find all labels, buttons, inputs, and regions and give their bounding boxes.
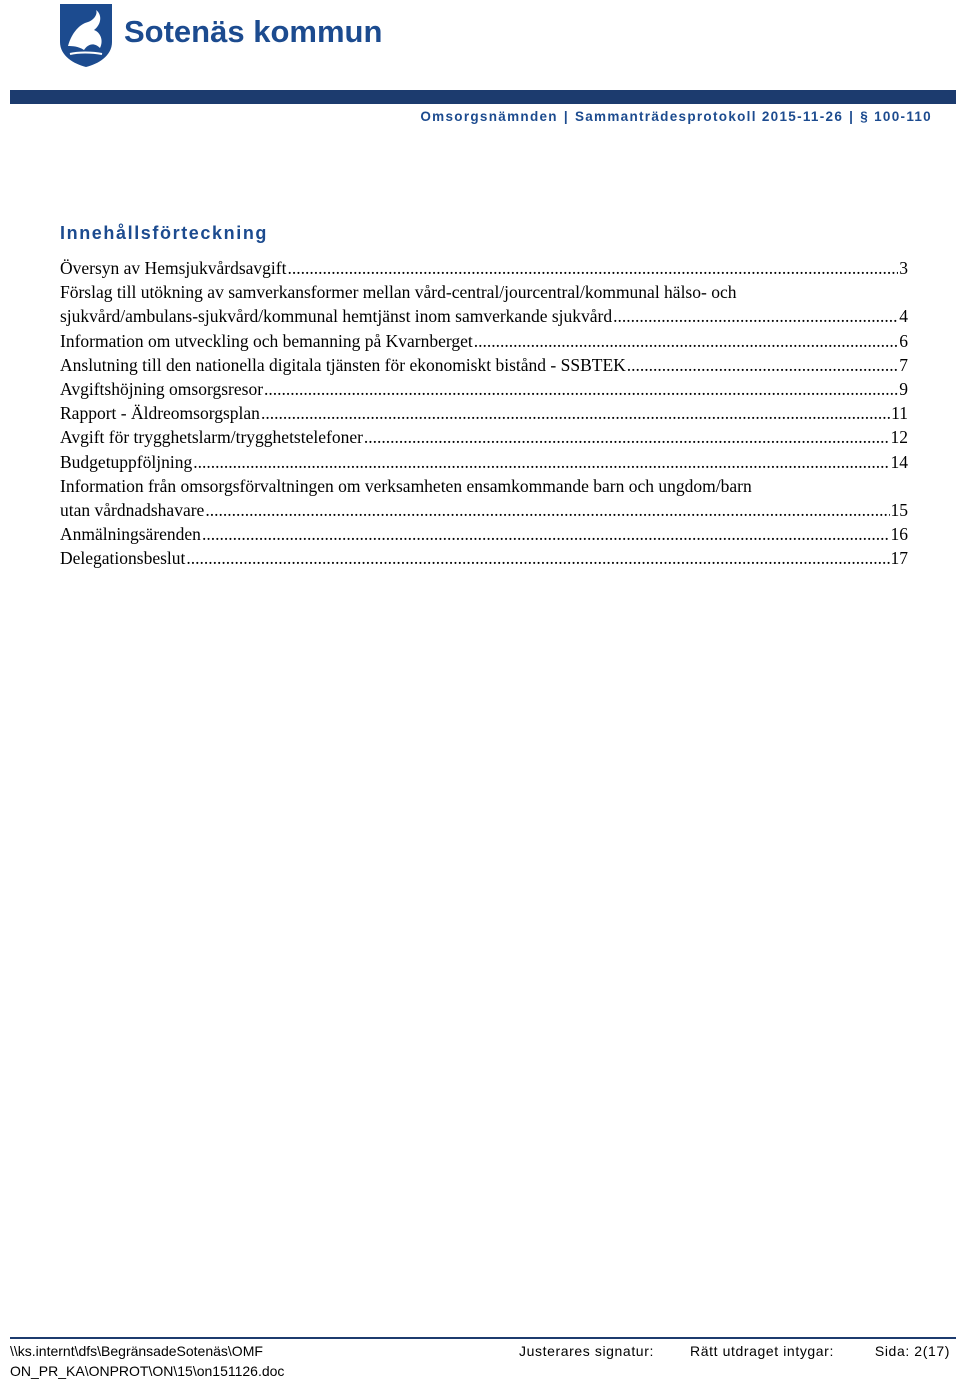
toc-entry[interactable] xyxy=(60,256,908,280)
toc-page-number: 14 xyxy=(890,451,908,472)
toc-page-number: 7 xyxy=(899,354,908,375)
file-path xyxy=(10,1341,284,1381)
toc-entry-title: Budgetuppföljning xyxy=(60,451,193,472)
toc-page-number: 17 xyxy=(890,548,908,569)
logo-text: Sotenäs kommun xyxy=(124,14,383,49)
footer-rule xyxy=(10,1337,956,1339)
toc-page-number: 12 xyxy=(890,427,908,448)
toc-entry-title: Information om utveckling och bemanning på Kvarnberget xyxy=(60,330,473,351)
page-number: Sida: 2(17) xyxy=(874,1343,950,1359)
toc-entry[interactable] xyxy=(60,401,908,425)
header-bar xyxy=(10,90,956,104)
municipality-shield-icon xyxy=(58,2,114,68)
dot-leader xyxy=(364,425,890,449)
toc-entry-title: Anslutning till den nationella digitala tjänsten för ekonomiskt bistånd - SSBTEK xyxy=(60,354,626,375)
toc-entry-title: Förslag till utökning av samverkansformer mellan vård-central/jourcentral/kommunal hälso- och xyxy=(60,282,737,303)
toc-page-number: 15 xyxy=(890,500,908,521)
toc-page-number: 16 xyxy=(890,524,908,545)
toc-entry-title: Avgift för trygghetslarm/trygghetstelefoner xyxy=(60,427,363,448)
file-path-line: ON_PR_KA\ONPROT\ON\15\on151126.doc xyxy=(10,1363,285,1379)
dot-leader xyxy=(474,329,898,353)
toc-page-number: 11 xyxy=(891,403,908,424)
toc-entry[interactable] xyxy=(60,353,908,377)
document-header xyxy=(420,109,932,124)
toc-entry-title: Översyn av Hemsjukvårdsavgift xyxy=(60,258,287,278)
toc-entry[interactable] xyxy=(60,450,908,474)
dot-leader xyxy=(186,546,889,570)
toc-title: Innehållsförteckning xyxy=(60,223,269,243)
toc-entry-title: Delegationsbeslut xyxy=(60,548,186,569)
toc-entry[interactable] xyxy=(60,377,908,401)
toc-page-number: 4 xyxy=(899,306,908,327)
toc-entry-title: Anmälningsärenden xyxy=(60,524,201,545)
dot-leader xyxy=(205,498,889,522)
toc-entry[interactable] xyxy=(60,425,908,449)
table-of-contents xyxy=(60,256,908,571)
dot-leader xyxy=(261,401,890,425)
signature-label: Justerares signatur: xyxy=(519,1343,654,1359)
logo xyxy=(58,2,382,68)
toc-entry[interactable] xyxy=(60,474,908,522)
dot-leader xyxy=(287,256,898,280)
dot-leader xyxy=(193,450,889,474)
separator: | xyxy=(849,109,855,124)
toc-entry-title: Rapport - Äldreomsorgsplan xyxy=(60,403,260,424)
dot-leader xyxy=(202,522,890,546)
toc-entry-title: sjukvård/ambulans-sjukvård/kommunal hemtjänst inom samverkande sjukvård xyxy=(60,306,613,327)
toc-entry-title: utan vårdnadshavare xyxy=(60,500,205,521)
meeting-date: 2015-11-26 xyxy=(761,109,844,124)
committee-name: Omsorgsnämnden xyxy=(420,109,558,124)
toc-entry[interactable] xyxy=(60,546,908,570)
doc-type: Sammanträdesprotokoll xyxy=(574,109,757,124)
file-path-line: \\ks.internt\dfs\BegränsadeSotenäs\OMF xyxy=(10,1343,263,1359)
separator: | xyxy=(563,109,569,124)
dot-leader xyxy=(627,353,898,377)
toc-page-number: 3 xyxy=(899,258,908,278)
toc-page-number: 9 xyxy=(899,379,908,400)
paragraph-range: § 100-110 xyxy=(860,109,932,124)
toc-page-number: 6 xyxy=(899,330,908,351)
certified-label: Rätt utdraget intygar: xyxy=(690,1343,834,1359)
toc-entry[interactable] xyxy=(60,522,908,546)
toc-entry[interactable] xyxy=(60,329,908,353)
dot-leader xyxy=(613,304,898,328)
dot-leader xyxy=(264,377,898,401)
toc-entry-title: Avgiftshöjning omsorgsresor xyxy=(60,379,264,400)
toc-entry[interactable] xyxy=(60,280,908,328)
toc-entry-title: Information från omsorgsförvaltningen om verksamheten ensamkommande barn och ungdom/barn xyxy=(60,475,752,496)
